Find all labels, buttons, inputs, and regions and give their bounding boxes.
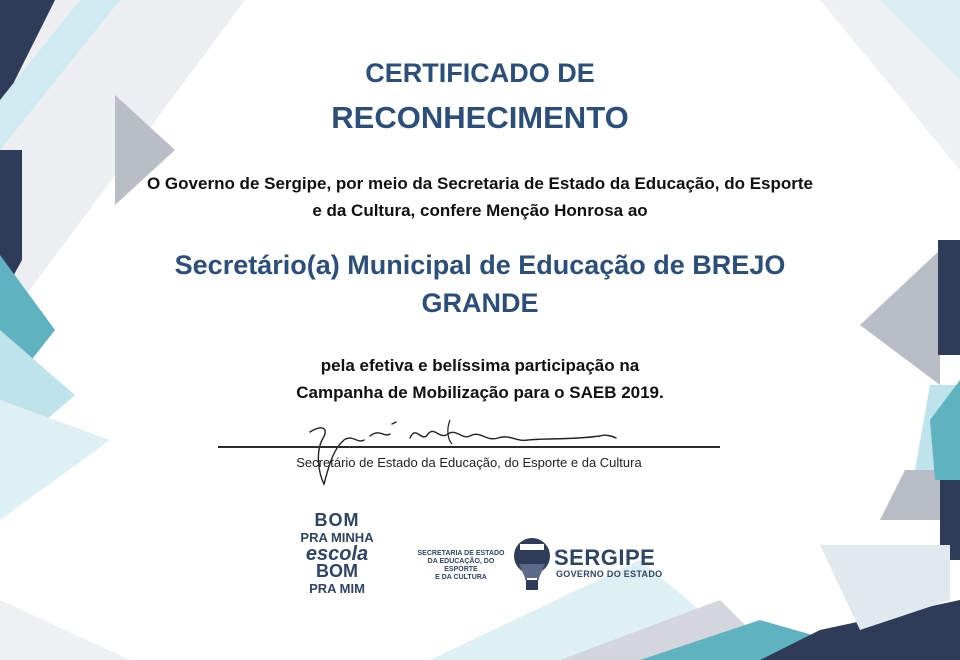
campaign-logo-line2: PRA MINHA xyxy=(300,530,374,545)
recipient-name xyxy=(120,246,840,322)
sergipe-logo-name: SERGIPE xyxy=(554,545,656,570)
secretaria-line3: E DA CULTURA xyxy=(435,574,487,581)
campaign-logo-line3: escola xyxy=(305,543,369,565)
recipient-line1: Secretário(a) Municipal de Educação de BREJO xyxy=(174,250,786,280)
reason-text xyxy=(180,352,780,406)
recipient-line2: GRANDE xyxy=(421,288,539,318)
certificate-title-line2: RECONHECIMENTO xyxy=(331,100,629,135)
deco-bottom-left-light xyxy=(0,600,130,660)
balloon-emblem-icon xyxy=(511,534,553,594)
reason-line2: Campanha de Mobilização para o SAEB 2019. xyxy=(296,383,664,402)
intro-line1: O Governo de Sergipe, por meio da Secretaria de Estado da Educação, do Esporte xyxy=(146,174,814,193)
campaign-logo-line4: BOM xyxy=(316,561,358,581)
deco-right-gray-diamond xyxy=(860,250,940,385)
deco-pale-triangle xyxy=(0,400,110,520)
campaign-logo-line1: BOM xyxy=(314,510,360,530)
signature-caption: Secretário de Estado da Educação, do Esporte e da Cultura xyxy=(296,455,642,470)
certificate-title-line1: CERTIFICADO DE xyxy=(365,58,595,88)
sergipe-logo-subtitle: GOVERNO DO ESTADO xyxy=(556,569,663,579)
reason-line1: pela efetiva e belíssima participação na xyxy=(320,356,640,375)
secretaria-line1: SECRETARIA DE ESTADO xyxy=(417,550,505,557)
secretaria-line2: DA EDUCAÇÃO, DO ESPORTE xyxy=(427,558,495,573)
campaign-logo-line5: PRA MIM xyxy=(309,581,365,596)
deco-right-navy xyxy=(938,240,960,355)
campaign-logo xyxy=(282,512,392,612)
intro-line2: e da Cultura, confere Menção Honrosa ao xyxy=(312,201,648,220)
secretaria-logo-text xyxy=(412,550,510,582)
signature xyxy=(300,410,630,490)
signature-line xyxy=(218,446,720,448)
intro-text xyxy=(90,170,870,224)
